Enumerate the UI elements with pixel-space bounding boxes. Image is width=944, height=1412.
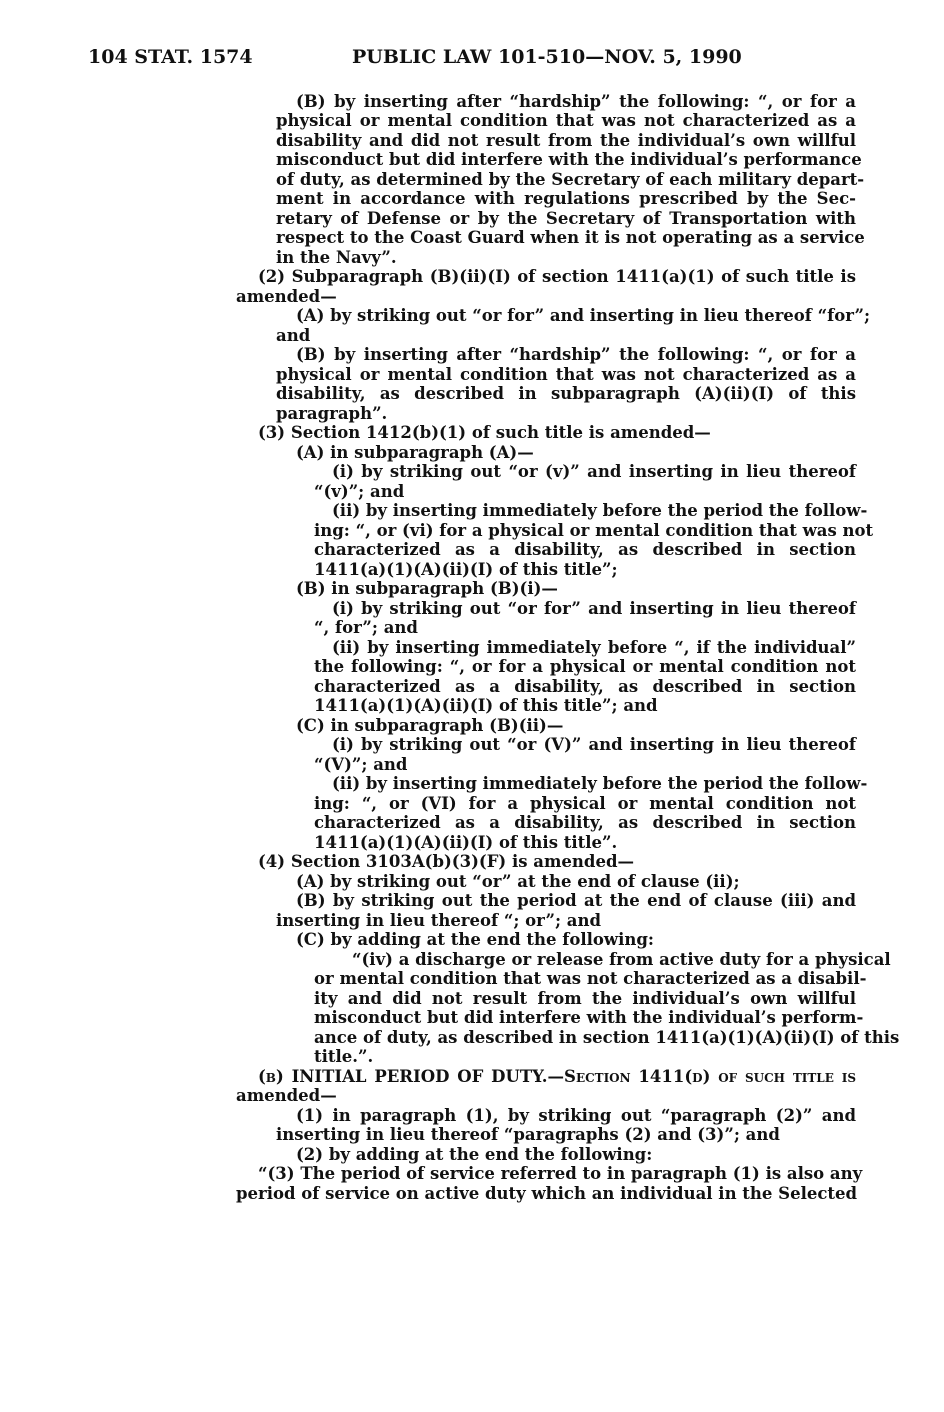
text-line: (B) by inserting after “hardship” the following: “, or for a — [296, 345, 856, 364]
text-line: and — [276, 326, 311, 345]
text-line: paragraph”. — [276, 404, 388, 423]
text-line: (C) by adding at the end the following: — [296, 930, 654, 949]
text-line: “(v)”; and — [314, 482, 405, 501]
text-line: the following: “, or for a physical or mental condition not — [314, 657, 856, 676]
text-line: ing: “, or (VI) for a physical or mental condition not — [314, 794, 856, 813]
text-line: “(V)”; and — [314, 755, 408, 774]
text-line: (ii) by inserting immediately before the period the follow- — [332, 501, 868, 520]
text-line: (i) by striking out “or (v)” and inserting in lieu thereof — [332, 462, 856, 481]
text-line: characterized as a disability, as described in section — [314, 813, 856, 832]
text-line: characterized as a disability, as described in section — [314, 540, 856, 559]
text-line: period of service on active duty which an individual in the Selected — [236, 1184, 858, 1203]
text-line: inserting in lieu thereof “; or”; and — [276, 911, 602, 930]
text-line: or mental condition that was not characterized as a disabil- — [314, 969, 867, 988]
text-line: respect to the Coast Guard when it is not operating as a service — [276, 228, 865, 247]
text-line: amended— — [236, 1086, 337, 1105]
text-line: 1411(a)(1)(A)(ii)(I) of this title”; — [314, 560, 618, 579]
text-line: (C) in subparagraph (B)(ii)— — [296, 716, 564, 735]
text-line: (b) INITIAL PERIOD OF DUTY.—Section 1411(d) of such title is — [258, 1067, 856, 1086]
text-line: amended— — [236, 287, 337, 306]
text-line: inserting in lieu thereof “paragraphs (2) and (3)”; and — [276, 1125, 780, 1144]
text-line: (A) in subparagraph (A)— — [296, 443, 534, 462]
text-line: ity and did not result from the individual’s own willful — [314, 989, 856, 1008]
text-line: disability and did not result from the individual’s own willful — [276, 131, 856, 150]
text-line: of duty, as determined by the Secretary of each military depart- — [276, 170, 865, 189]
text-line: physical or mental condition that was not characterized as a — [276, 365, 856, 384]
text-line: (3) Section 1412(b)(1) of such title is amended— — [258, 423, 711, 442]
text-line: characterized as a disability, as described in section — [314, 677, 856, 696]
text-line: physical or mental condition that was not characterized as a — [276, 111, 856, 130]
text-line: “(iv) a discharge or release from active duty for a physical — [352, 950, 891, 969]
text-line: (i) by striking out “or for” and inserting in lieu thereof — [332, 599, 856, 618]
text-line: in the Navy”. — [276, 248, 397, 267]
text-line: (ii) by inserting immediately before “, if the individual” — [332, 638, 856, 657]
text-line: ing: “, or (vi) for a physical or mental condition that was not — [314, 521, 874, 540]
text-line: misconduct but did interfere with the individual’s perform- — [314, 1008, 864, 1027]
page-header — [0, 46, 944, 70]
text-line: (4) Section 3103A(b)(3)(F) is amended— — [258, 852, 634, 871]
text-line: (B) by inserting after “hardship” the following: “, or for a — [296, 92, 856, 111]
text-line: (1) in paragraph (1), by striking out “paragraph (2)” and — [296, 1106, 856, 1125]
text-line: retary of Defense or by the Secretary of Transportation with — [276, 209, 856, 228]
text-line: “(3) The period of service referred to in paragraph (1) is also any — [258, 1164, 863, 1183]
text-line: title.”. — [314, 1047, 374, 1066]
text-line: 1411(a)(1)(A)(ii)(I) of this title”; and — [314, 696, 658, 715]
text-line: disability, as described in subparagraph (A)(ii)(I) of this — [276, 384, 856, 403]
text-line: (A) by striking out “or for” and inserting in lieu thereof “for”; — [296, 306, 871, 325]
page-reference: 104 STAT. 1574 — [88, 46, 253, 68]
text-line: (i) by striking out “or (V)” and inserting in lieu thereof — [332, 735, 856, 754]
text-line: “, for”; and — [314, 618, 418, 637]
text-line: (ii) by inserting immediately before the period the follow- — [332, 774, 868, 793]
text-line: ment in accordance with regulations prescribed by the Sec- — [276, 189, 856, 208]
text-line: (B) by striking out the period at the end of clause (iii) and — [296, 891, 856, 910]
text-line: (2) Subparagraph (B)(ii)(I) of section 1411(a)(1) of such title is — [258, 267, 856, 286]
text-line: (A) by striking out “or” at the end of clause (ii); — [296, 872, 740, 891]
text-line: (2) by adding at the end the following: — [296, 1145, 653, 1164]
text-line: 1411(a)(1)(A)(ii)(I) of this title”. — [314, 833, 618, 852]
text-line: (B) in subparagraph (B)(i)— — [296, 579, 558, 598]
text-line: misconduct but did interfere with the individual’s performance — [276, 150, 862, 169]
text-line: ance of duty, as described in section 1411(a)(1)(A)(ii)(I) of this — [314, 1028, 900, 1047]
law-title: PUBLIC LAW 101-510—NOV. 5, 1990 — [352, 46, 742, 68]
